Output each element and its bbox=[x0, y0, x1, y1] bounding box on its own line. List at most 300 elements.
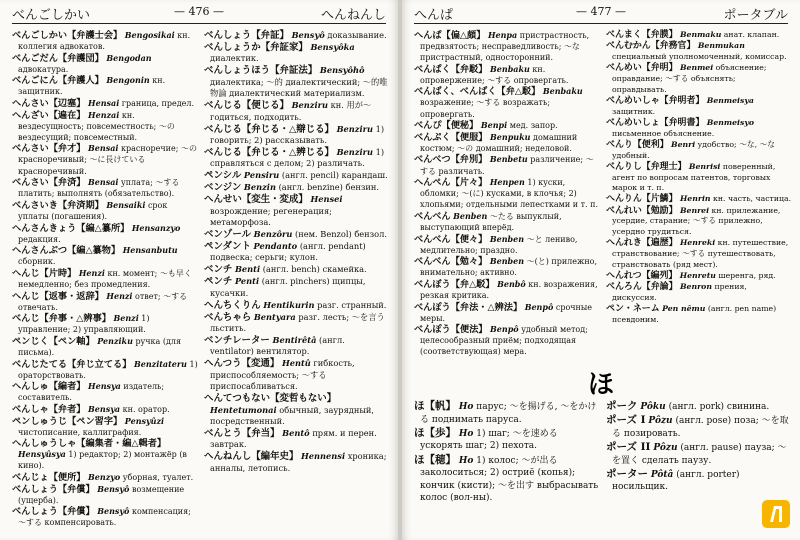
dictionary-entry bbox=[12, 245, 198, 267]
entry-definition: диалектика; ～的 диалектический; ～的唯物論 диалектический материализм. bbox=[210, 76, 388, 99]
entry-headword: べんぴ【便秘】 bbox=[414, 120, 479, 132]
entry-definition: кн. путешествие, странствование; ～する путешествовать, странствовать (ряд мест). bbox=[612, 238, 789, 269]
entry-headword: ベンジン bbox=[204, 182, 242, 194]
entry-romanization: Benmei bbox=[679, 63, 714, 73]
entry-definition: возрождение; регенерация; метаморфоза. bbox=[210, 205, 332, 227]
entry-definition: различение; ～する различать. bbox=[420, 155, 594, 176]
entry-definition: кн. оратор. bbox=[122, 405, 170, 415]
dictionary-entry bbox=[12, 143, 198, 176]
entry-romanization: Benti bbox=[234, 264, 261, 275]
entry-definition: кн. вездесущность; повсеместность; ～の вездесущий; повсеместный. bbox=[18, 110, 175, 142]
entry-definition: (англ. pendant) подвеска; серьги; кулон. bbox=[210, 240, 366, 263]
entry-headword: へんしゅ【編者】 bbox=[12, 381, 86, 393]
entry-headword: べんごにん【弁護人】 bbox=[12, 75, 104, 87]
entry-headword: べんしょう【弁償】 bbox=[12, 506, 95, 518]
header-rule bbox=[414, 23, 788, 24]
entry-definition: анат. клапан. bbox=[723, 30, 780, 39]
entry-headword: べんじる【弁じる・△辨じる】 bbox=[204, 146, 334, 158]
entry-definition: (англ. pause) пауза; ～を置く сделать паузу. bbox=[612, 442, 787, 466]
dictionary-entry bbox=[204, 300, 390, 311]
entry-romanization: Benziru bbox=[291, 100, 328, 111]
entry-headword: べんめいしょ【弁明書】 bbox=[606, 117, 705, 128]
entry-headword: べんぱく【弁駁】 bbox=[414, 63, 488, 75]
entry-romanization: Bensai bbox=[88, 143, 119, 154]
entry-romanization: Benron bbox=[679, 282, 712, 292]
entry-headword: へんぺん【片々】 bbox=[414, 177, 488, 189]
entry-headword: べんまく【弁膜】 bbox=[606, 30, 678, 40]
entry-headword: べんめいしゃ【弁明者】 bbox=[606, 95, 705, 106]
entry-definition: ～(と) прилежно, внимательно; активно. bbox=[420, 257, 598, 278]
dictionary-entry bbox=[414, 256, 600, 278]
dictionary-entry bbox=[606, 30, 792, 41]
entry-romanization: Benziru bbox=[336, 146, 373, 157]
entry-headword: ポーク bbox=[606, 400, 638, 412]
entry-definition: 1) ораторствовать. bbox=[18, 359, 198, 380]
dictionary-entry bbox=[204, 194, 390, 228]
right-column-1 bbox=[414, 30, 600, 358]
entry-romanization: Hennensi bbox=[301, 451, 346, 462]
entry-romanization: Benmeisya bbox=[706, 95, 754, 105]
dictionary-entry bbox=[606, 441, 792, 467]
entry-definition: издатель; составитель. bbox=[18, 382, 165, 403]
entry-romanization: Benben bbox=[489, 256, 525, 267]
entry-romanization: Benrei bbox=[679, 205, 710, 215]
dictionary-entry bbox=[606, 63, 792, 95]
entry-headword: ほ【帆】 bbox=[414, 400, 456, 412]
dictionary-entry bbox=[204, 428, 390, 451]
entry-romanization: Henrin bbox=[679, 194, 711, 204]
dictionary-entry bbox=[204, 182, 390, 193]
entry-headword: べんしょうほう【弁証法】 bbox=[204, 65, 318, 77]
entry-headword: へんじ【片時】 bbox=[12, 267, 77, 279]
dictionary-entry bbox=[414, 64, 600, 86]
entry-definition: граница, предел. bbox=[121, 99, 195, 109]
entry-romanization: Benpô bbox=[524, 301, 554, 312]
entry-definition: кн. момент; ～も早く немедленно; без промедления. bbox=[18, 268, 192, 289]
dictionary-entry bbox=[414, 211, 600, 233]
dictionary-entry bbox=[12, 30, 198, 52]
entry-headword: へんちくりん bbox=[204, 299, 261, 311]
dictionary-entry bbox=[606, 282, 792, 303]
entry-headword: べんれい【勉励】 bbox=[606, 205, 678, 216]
dictionary-entry bbox=[606, 206, 792, 238]
dictionary-entry bbox=[606, 194, 792, 205]
dictionary-entry bbox=[204, 124, 390, 147]
entry-headword: へんてつもない【変哲もない】 bbox=[204, 393, 337, 405]
entry-romanization: Ho bbox=[458, 402, 474, 412]
right-column-4 bbox=[606, 400, 792, 495]
dictionary-entry bbox=[12, 110, 198, 143]
entry-headword: べんぼう【弁△駁】 bbox=[414, 278, 495, 290]
entry-headword: ペンチ bbox=[204, 276, 233, 288]
dictionary-entry bbox=[204, 229, 390, 240]
entry-headword: べんさいき【弁済期】 bbox=[12, 199, 104, 211]
entry-definition: 1) говорить; 2) рассказывать. bbox=[210, 123, 385, 145]
dictionary-entry bbox=[12, 200, 198, 222]
entry-headword: べんじたてる【弁じ立てる】 bbox=[12, 358, 132, 370]
entry-definition: кн. прилежание, усердие, старание; ～する прилежно, усердно трудиться. bbox=[612, 205, 781, 237]
dictionary-entry bbox=[204, 100, 390, 123]
entry-definition: (англ. bench) скамейка. bbox=[262, 264, 367, 275]
dictionary-entry bbox=[204, 335, 390, 358]
entry-romanization: Hentetumonai bbox=[210, 404, 277, 415]
dictionary-entry bbox=[204, 358, 390, 392]
entry-headword: べんとう【弁当】 bbox=[204, 427, 280, 439]
dictionary-entry bbox=[606, 118, 792, 139]
entry-definition: домашний костюм; ～の домашний; неделовой. bbox=[420, 132, 578, 153]
dictionary-entry bbox=[414, 132, 600, 154]
entry-definition: кн. коллегия адвокатов. bbox=[18, 31, 191, 52]
entry-headword: へんりん【片鱗】 bbox=[606, 194, 678, 205]
entry-romanization: Benben bbox=[453, 210, 488, 221]
dictionary-entry bbox=[12, 223, 198, 245]
dictionary-entry bbox=[12, 268, 198, 290]
entry-romanization: Bensaiki bbox=[106, 199, 146, 210]
entry-romanization: Penti bbox=[234, 276, 260, 287]
dictionary-entry bbox=[12, 484, 198, 506]
entry-romanization: Bensya bbox=[88, 404, 121, 415]
entry-romanization: Bensai bbox=[88, 177, 119, 188]
entry-definition: ～たる выпуклый, выступающий вперёд. bbox=[420, 211, 562, 232]
entry-definition: разг. странный. bbox=[317, 299, 387, 310]
dictionary-entry bbox=[606, 238, 792, 270]
entry-headword: ベンゾール bbox=[204, 228, 251, 240]
entry-definition: (англ. pork) свинина. bbox=[668, 402, 770, 412]
dictionary-entry bbox=[414, 400, 600, 426]
entry-headword: べんじる【便じる】 bbox=[204, 100, 289, 112]
dictionary-entry bbox=[12, 336, 198, 358]
dictionary-entry bbox=[204, 30, 390, 41]
entry-headword: へんさんきょう【編△纂所】 bbox=[12, 222, 130, 234]
dictionary-entry bbox=[606, 414, 792, 440]
entry-romanization: Benziru bbox=[336, 123, 373, 134]
entry-headword: ベンチレーター bbox=[204, 335, 270, 347]
right-page bbox=[402, 0, 800, 540]
dictionary-entry bbox=[204, 451, 390, 474]
entry-headword: べんじ【弁事・△辨事】 bbox=[12, 313, 111, 325]
dictionary-entry bbox=[606, 41, 792, 62]
entry-romanization: Pensiru bbox=[243, 170, 280, 181]
entry-romanization: Bensyô bbox=[291, 30, 325, 40]
entry-headword: ほ【穂】 bbox=[414, 453, 456, 466]
entry-definition: уборная, туалет. bbox=[122, 473, 194, 483]
entry-definition: 1) редактор; 2) монтажёр (в кино). bbox=[18, 450, 187, 471]
entry-definition: пристрастность, предвзятость; несправедливость; ～な пристрастный, односторонний. bbox=[420, 31, 590, 63]
entry-romanization: Hensei bbox=[310, 194, 343, 205]
dictionary-entry bbox=[606, 162, 792, 194]
entry-definition: 1) управление; 2) управляющий. bbox=[18, 314, 150, 335]
entry-definition: (англ. benzine) бензин. bbox=[278, 182, 379, 193]
dictionary-entry bbox=[12, 359, 198, 381]
entry-definition: прям. и перен. завтрак. bbox=[210, 427, 377, 450]
entry-romanization: Benrisi bbox=[688, 161, 721, 171]
entry-definition: (англ. pencil) карандаш. bbox=[281, 170, 388, 181]
entry-headword: ベンチ bbox=[204, 264, 233, 276]
entry-headword: べんしょう【弁証】 bbox=[204, 30, 289, 41]
entry-headword: べんぽう【便法】 bbox=[414, 324, 488, 336]
entry-definition: специальный уполномоченный, комиссар. bbox=[612, 51, 787, 61]
entry-romanization: Bentô bbox=[282, 427, 310, 438]
entry-romanization: Benpuku bbox=[490, 131, 531, 142]
page-number: — 476 — bbox=[174, 5, 224, 18]
dictionary-entry bbox=[414, 86, 600, 119]
entry-romanization: Hensyûsya bbox=[18, 449, 66, 460]
entry-definition: гибкость, приспособляемость; ～する приспосабливаться. bbox=[210, 358, 355, 392]
entry-headword: べんごだん【弁護団】 bbox=[12, 52, 104, 64]
entry-definition: 1) шаг; ～を速める ускорять шаг; 2) пехота. bbox=[420, 428, 558, 452]
entry-romanization: Hensanbutu bbox=[122, 245, 178, 256]
entry-romanization: Pendanto bbox=[253, 240, 298, 251]
dictionary-entry bbox=[12, 416, 198, 438]
dictionary-entry bbox=[414, 302, 600, 324]
entry-headword: べんめい【弁明】 bbox=[606, 63, 678, 74]
entry-definition: письменное объяснение. bbox=[612, 128, 715, 138]
entry-definition: ～と лениво, медлительно; праздно. bbox=[420, 234, 578, 255]
entry-definition: (англ. pinchers) щипцы, кусачки. bbox=[210, 276, 366, 298]
entry-definition: (англ. pose) поза; ～を取る позировать. bbox=[612, 416, 789, 439]
entry-definition: ответ; ～する отвечать. bbox=[18, 291, 188, 312]
dictionary-entry bbox=[606, 271, 792, 282]
entry-headword: べんしょうか【弁証家】 bbox=[204, 41, 308, 53]
entry-romanization: Hentû bbox=[281, 358, 311, 369]
dictionary-entry bbox=[12, 53, 198, 75]
entry-romanization: Hensai bbox=[88, 98, 120, 109]
entry-headword: べんりし【弁理士】 bbox=[606, 161, 687, 172]
dictionary-entry bbox=[414, 427, 600, 453]
header-guide-word-right: へんねんし bbox=[320, 8, 386, 23]
dictionary-entry bbox=[414, 234, 600, 256]
dictionary-entry bbox=[12, 381, 198, 403]
entry-definition: (англ. porter) носильщик. bbox=[612, 469, 740, 493]
entry-headword: へんざい【遍在】 bbox=[12, 109, 86, 121]
header-rule bbox=[12, 23, 386, 24]
entry-headword: べんごしかい【弁護士会】 bbox=[12, 30, 123, 41]
entry-romanization: Pôzu bbox=[653, 442, 678, 453]
dictionary-entry bbox=[12, 438, 198, 471]
dictionary-entry bbox=[606, 140, 792, 161]
entry-romanization: Benzi bbox=[113, 313, 139, 324]
entry-romanization: Henpen bbox=[489, 177, 525, 188]
left-column-1 bbox=[12, 30, 198, 529]
entry-definition: сборник. bbox=[18, 257, 56, 267]
header-guide-word-right: ポータブル bbox=[723, 8, 788, 23]
entry-headword: へんねんし【編年史】 bbox=[204, 451, 299, 463]
entry-headword: ポーズ I bbox=[606, 414, 646, 427]
dictionary-entry bbox=[606, 400, 792, 414]
entry-romanization: Bensyôka bbox=[310, 41, 355, 52]
dictionary-entry bbox=[12, 506, 198, 528]
entry-definition: поверенный, агент по вопросам патентов, торговых марок и т. п. bbox=[612, 161, 776, 193]
entry-definition: защитник. bbox=[612, 106, 656, 116]
dictionary-entry bbox=[414, 120, 600, 131]
entry-headword: べんじょ【便所】 bbox=[12, 472, 86, 484]
entry-romanization: Hentikurin bbox=[263, 299, 315, 310]
entry-headword: へんれき【遍歴】 bbox=[606, 238, 678, 249]
entry-definition: 1) справляться с делом; 2) различать. bbox=[210, 146, 385, 169]
dictionary-entry bbox=[12, 404, 198, 415]
entry-romanization: Benbô bbox=[497, 278, 526, 289]
entry-headword: べんべつ【弁別】 bbox=[414, 154, 488, 166]
entry-headword: へんさい【辺塞】 bbox=[12, 98, 86, 110]
publisher-mark-icon bbox=[762, 500, 790, 528]
right-column-3 bbox=[414, 400, 600, 506]
entry-headword: べんばく、べんばく【弁△駁】 bbox=[414, 86, 541, 98]
entry-definition: возражение; ～する возражать; опровергать. bbox=[420, 98, 551, 119]
entry-definition: обычный, заурядный, посредственный. bbox=[210, 404, 375, 426]
dictionary-entry bbox=[204, 170, 390, 181]
entry-headword: べんさい【弁才】 bbox=[12, 143, 86, 155]
entry-headword: べんべん【便々】 bbox=[414, 233, 488, 245]
entry-definition: ручка (для письма). bbox=[18, 336, 182, 358]
entry-headword: べんじる【弁じる・△辯じる】 bbox=[204, 123, 334, 135]
entry-headword: べんぷく【便服】 bbox=[414, 131, 488, 143]
entry-definition: объяснение; оправдание; ～する объяснять; оправдывать. bbox=[612, 63, 767, 94]
entry-romanization: Benzyo bbox=[88, 472, 121, 483]
entry-headword: へんぱ【偏△頗】 bbox=[414, 30, 486, 41]
dictionary-entry bbox=[12, 291, 198, 313]
dictionary-entry bbox=[204, 241, 390, 264]
entry-definition: парус; ～を揚げる, ～をかける поднимать паруса. bbox=[420, 402, 597, 425]
entry-romanization: Henpa bbox=[487, 30, 518, 40]
dictionary-entry bbox=[204, 312, 390, 335]
entry-definition: мед. запор. bbox=[509, 121, 558, 131]
left-column-2 bbox=[204, 30, 390, 475]
entry-definition: шеренга, ряд. bbox=[718, 271, 776, 281]
dictionary-entry bbox=[12, 472, 198, 483]
dictionary-entry bbox=[204, 65, 390, 99]
header-guide-word-left: べんごしかい bbox=[12, 8, 91, 23]
dictionary-entry bbox=[414, 154, 600, 176]
entry-romanization: Benmukan bbox=[697, 41, 745, 51]
entry-headword: べんちゃら bbox=[204, 311, 252, 323]
entry-definition: уплата; ～する платить; выполнять (обязательство). bbox=[18, 178, 180, 199]
entry-headword: べんむかん【弁務官】 bbox=[606, 41, 696, 52]
entry-definition: адвокатура. bbox=[18, 64, 69, 74]
header-guide-word-left: へんぱ bbox=[414, 8, 454, 23]
entry-headword: べんしゃ【弁者】 bbox=[12, 404, 86, 416]
entry-headword: ポーズ II bbox=[606, 440, 651, 453]
left-page bbox=[0, 0, 398, 540]
right-column-2 bbox=[606, 30, 792, 326]
entry-romanization: Henzi bbox=[78, 267, 105, 278]
entry-definition: кн. часть, частица. bbox=[713, 194, 792, 204]
entry-romanization: Bensyô bbox=[97, 483, 130, 494]
entry-definition: срок уплаты (погашения). bbox=[18, 200, 168, 221]
entry-romanization: Benpô bbox=[490, 324, 519, 335]
entry-romanization: Pôzu bbox=[648, 416, 673, 427]
entry-romanization: Bensyôhô bbox=[319, 65, 365, 76]
entry-definition: диалектик. bbox=[210, 53, 259, 64]
entry-romanization: Benmaku bbox=[679, 30, 722, 39]
entry-definition: кн. возражения, резкая критика. bbox=[420, 279, 598, 301]
dictionary-entry bbox=[204, 147, 390, 170]
entry-headword: ペン・ネーム bbox=[606, 304, 660, 315]
entry-romanization: Hensya bbox=[88, 381, 121, 392]
entry-headword: べんぽう【弁法・△辨法】 bbox=[414, 301, 523, 313]
entry-romanization: Benzin bbox=[243, 182, 276, 193]
dictionary-entry bbox=[12, 313, 198, 335]
entry-romanization: Pensyûzi bbox=[124, 415, 165, 426]
dictionary-entry bbox=[12, 98, 198, 109]
dictionary-entry bbox=[606, 468, 792, 494]
entry-headword: べんしょう【弁償】 bbox=[12, 483, 95, 495]
entry-headword: へんれつ【編列】 bbox=[606, 271, 678, 282]
entry-romanization: Benzôru bbox=[253, 228, 293, 239]
entry-definition: (англ. pen name) псевдоним. bbox=[612, 304, 777, 324]
entry-romanization: Henreki bbox=[679, 238, 716, 248]
entry-definition: 1) куски, обломки; ～(に) кусками, в клочья; 2) хлопьями; отдельными лепестками и т. п. bbox=[420, 178, 598, 210]
dictionary-entry bbox=[12, 75, 198, 97]
dictionary-entry bbox=[414, 279, 600, 301]
entry-definition: прения, дискуссия. bbox=[612, 282, 747, 303]
dictionary-entry bbox=[606, 96, 792, 117]
entry-definition: удобство; ～な, ～な удобный. bbox=[612, 139, 775, 160]
dictionary-entry bbox=[414, 177, 600, 210]
entry-romanization: Ho bbox=[458, 455, 474, 466]
entry-headword: べんべん bbox=[414, 210, 451, 222]
entry-definition: редакция. bbox=[18, 234, 61, 244]
entry-romanization: Bentirêtâ bbox=[272, 335, 317, 346]
entry-romanization: Bengodan bbox=[106, 52, 152, 63]
entry-romanization: Bentyara bbox=[253, 311, 296, 322]
entry-romanization: Pen nêmu bbox=[662, 304, 706, 314]
publisher-logo-icon bbox=[762, 500, 790, 528]
entry-romanization: Benbetu bbox=[489, 154, 528, 165]
entry-romanization: Henzai bbox=[88, 109, 120, 120]
entry-romanization: Henzi bbox=[106, 290, 133, 301]
entry-romanization: Pôku bbox=[640, 402, 666, 412]
dictionary-entry bbox=[204, 42, 390, 65]
entry-romanization: Henretu bbox=[679, 271, 716, 281]
entry-definition: кн. защитник. bbox=[18, 76, 166, 97]
entry-romanization: Benri bbox=[671, 139, 696, 149]
entry-headword: べんべん【勉々】 bbox=[414, 256, 488, 268]
entry-definition: кн. 用が～ годиться, подходить. bbox=[210, 100, 372, 122]
entry-romanization: Benzitateru bbox=[133, 358, 187, 369]
entry-romanization: Bensyô bbox=[97, 506, 130, 517]
entry-definition: компенсация; ～する компенсировать. bbox=[18, 507, 191, 528]
entry-romanization: Benbaku bbox=[542, 86, 583, 97]
entry-headword: べんり【便利】 bbox=[606, 139, 669, 150]
entry-headword: ほ【歩】 bbox=[414, 426, 456, 439]
entry-definition: (нем. Benzol) бензол. bbox=[295, 228, 388, 239]
entry-headword: ペンじく【ペン軸】 bbox=[12, 335, 95, 347]
entry-definition: разг. лесть; ～を言う льстить. bbox=[210, 311, 385, 334]
dictionary-entry bbox=[414, 30, 600, 63]
entry-headword: へんさんぶつ【編△纂物】 bbox=[12, 245, 121, 257]
left-page-header bbox=[12, 4, 386, 24]
entry-headword: ペンシル bbox=[204, 170, 242, 182]
entry-headword: べんろん【弁論】 bbox=[606, 282, 678, 293]
dictionary-entry bbox=[204, 264, 390, 275]
entry-headword: へんせい【変生・変成】 bbox=[204, 194, 308, 206]
entry-romanization: Benbaku bbox=[490, 63, 530, 74]
entry-headword: へんしゅうしゃ【編集者・編△輯者】 bbox=[12, 438, 167, 450]
right-page-header bbox=[414, 4, 788, 24]
dictionary-entry bbox=[204, 276, 390, 299]
entry-headword: ペンダント bbox=[204, 240, 251, 252]
entry-headword: べんさい【弁済】 bbox=[12, 177, 86, 189]
entry-headword: へんつう【変通】 bbox=[204, 358, 280, 370]
entry-definition: чистописание, каллиграфия. bbox=[18, 427, 142, 437]
dictionary-entry bbox=[12, 177, 198, 199]
dictionary-entry bbox=[204, 393, 390, 427]
entry-definition: возмещение (ущерба). bbox=[18, 484, 185, 505]
entry-romanization: Benpi bbox=[480, 120, 508, 131]
entry-definition: 1) колос; ～が出る заколоситься; 2) остриё (копья); кончик (кисти); ～を出す выбрасывать колос (вол-ны). bbox=[420, 455, 599, 504]
entry-romanization: Hensanzyo bbox=[131, 222, 181, 233]
entry-headword: へんじ【返事・返辞】 bbox=[12, 290, 104, 302]
